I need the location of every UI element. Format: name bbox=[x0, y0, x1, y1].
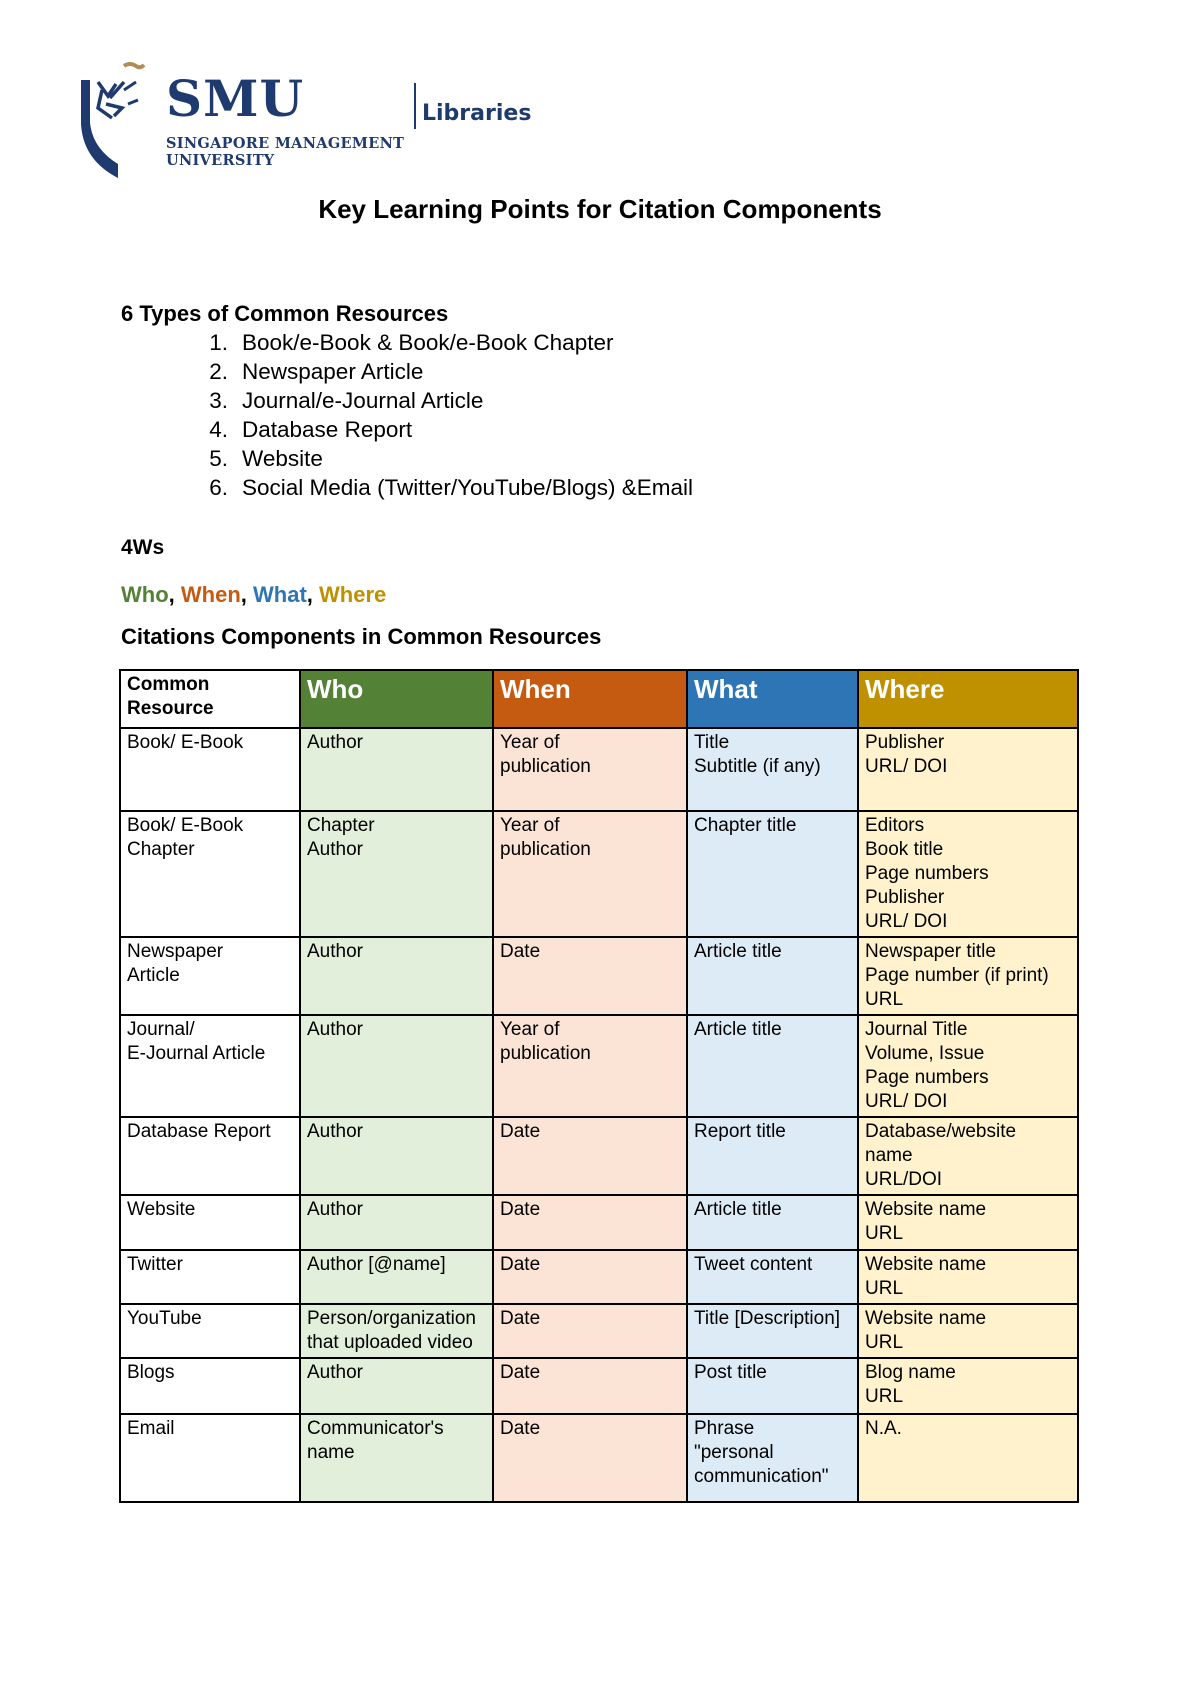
cell-who bbox=[300, 1195, 493, 1250]
table-body bbox=[120, 728, 1078, 1502]
cell-line: URL/ DOI bbox=[865, 911, 948, 932]
cell-where bbox=[858, 937, 1078, 1015]
cell-line: Blog name bbox=[865, 1362, 956, 1383]
cell-what bbox=[687, 1195, 858, 1250]
list-text: Website bbox=[242, 446, 323, 471]
cell-line: Author bbox=[307, 1019, 363, 1040]
fourws-who: Who bbox=[121, 582, 169, 607]
cell-line: URL/ DOI bbox=[865, 1091, 948, 1112]
cell-line: Title [Description] bbox=[694, 1308, 841, 1329]
cell-what bbox=[687, 937, 858, 1015]
table-row bbox=[120, 1250, 1078, 1304]
resource-type-item bbox=[192, 357, 693, 386]
list-text: Book/e-Book & Book/e-Book Chapter bbox=[242, 330, 614, 355]
cell-line: "personal bbox=[694, 1442, 774, 1463]
cell-resource bbox=[120, 1358, 300, 1414]
cell-line: N.A. bbox=[865, 1418, 902, 1439]
cell-line: Date bbox=[500, 1121, 541, 1142]
cell-line: Year of bbox=[500, 1019, 560, 1040]
cell-when bbox=[493, 937, 687, 1015]
table-row bbox=[120, 1117, 1078, 1195]
cell-who bbox=[300, 1304, 493, 1358]
cell-line: Publisher bbox=[865, 887, 945, 908]
cell-line: publication bbox=[500, 1043, 591, 1064]
table-row bbox=[120, 1358, 1078, 1414]
cell-line: Phrase bbox=[694, 1418, 755, 1439]
cell-line: Date bbox=[500, 1199, 541, 1220]
fourws-what: What bbox=[253, 582, 307, 607]
cell-line: Article title bbox=[694, 941, 782, 962]
cell-what bbox=[687, 1358, 858, 1414]
cell-line: Author bbox=[307, 941, 363, 962]
components-heading: Citations Components in Common Resources bbox=[121, 624, 602, 649]
cell-when bbox=[493, 1195, 687, 1250]
cell-line: Year of bbox=[500, 732, 560, 753]
cell-where bbox=[858, 1414, 1078, 1502]
cell-line: URL bbox=[865, 1332, 904, 1353]
cell-where bbox=[858, 1250, 1078, 1304]
cell-line: Year of bbox=[500, 815, 560, 836]
cell-line: Author bbox=[307, 1199, 363, 1220]
cell-line: Database Report bbox=[127, 1121, 271, 1142]
cell-line: URL/ DOI bbox=[865, 756, 948, 777]
cell-line: Newspaper title bbox=[865, 941, 996, 962]
cell-resource bbox=[120, 728, 300, 811]
fourws-sep: , bbox=[240, 582, 254, 607]
cell-where bbox=[858, 728, 1078, 811]
cell-where bbox=[858, 1358, 1078, 1414]
cell-line: Book/ E-Book bbox=[127, 815, 244, 836]
cell-line: Chapter title bbox=[694, 815, 797, 836]
list-number: 6. bbox=[209, 475, 228, 500]
cell-line: Website name bbox=[865, 1254, 987, 1275]
cell-line: URL/DOI bbox=[865, 1169, 943, 1190]
cell-what bbox=[687, 1304, 858, 1358]
list-number: 1. bbox=[209, 330, 228, 355]
table-header-row bbox=[120, 670, 1078, 728]
cell-line: Author bbox=[307, 1121, 363, 1142]
citation-components-table bbox=[119, 669, 1079, 1503]
cell-line: Page number (if print) bbox=[865, 965, 1049, 986]
university-line-1: SINGAPORE MANAGEMENT bbox=[166, 135, 405, 152]
cell-line: Twitter bbox=[127, 1254, 183, 1275]
cell-line: Book/ E-Book bbox=[127, 732, 244, 753]
list-number: 5. bbox=[209, 446, 228, 471]
cell-who bbox=[300, 1414, 493, 1502]
fourws-sep: , bbox=[306, 582, 320, 607]
fourws-when: When bbox=[180, 582, 241, 607]
university-line-2: UNIVERSITY bbox=[166, 152, 275, 169]
fourws-heading: 4Ws bbox=[121, 536, 165, 559]
cell-line: Database/website bbox=[865, 1121, 1017, 1142]
cell-resource bbox=[120, 811, 300, 937]
cell-what bbox=[687, 1117, 858, 1195]
cell-line: Title bbox=[694, 732, 730, 753]
cell-who bbox=[300, 1358, 493, 1414]
cell-line: Report title bbox=[694, 1121, 786, 1142]
cell-line: YouTube bbox=[127, 1308, 202, 1329]
cell-who bbox=[300, 1117, 493, 1195]
table-row bbox=[120, 811, 1078, 937]
cell-line: Author bbox=[307, 839, 363, 860]
cell-line: Blogs bbox=[127, 1362, 175, 1383]
cell-line: Date bbox=[500, 1254, 541, 1275]
cell-who bbox=[300, 811, 493, 937]
header-where: Where bbox=[858, 670, 1078, 728]
table-row bbox=[120, 728, 1078, 811]
list-text: Journal/e-Journal Article bbox=[242, 388, 484, 413]
cell-where bbox=[858, 811, 1078, 937]
page-title: Key Learning Points for Citation Components bbox=[318, 194, 882, 224]
cell-resource bbox=[120, 937, 300, 1015]
cell-line: Article title bbox=[694, 1199, 782, 1220]
cell-line: Chapter bbox=[307, 815, 375, 836]
list-number: 3. bbox=[209, 388, 228, 413]
list-text: Newspaper Article bbox=[242, 359, 424, 384]
cell-line: Article title bbox=[694, 1019, 782, 1040]
cell-line: Newspaper bbox=[127, 941, 224, 962]
table-row bbox=[120, 1414, 1078, 1502]
cell-who bbox=[300, 1250, 493, 1304]
cell-who bbox=[300, 1015, 493, 1117]
fourws-line bbox=[121, 582, 386, 608]
cell-line: Date bbox=[500, 1308, 541, 1329]
table-row bbox=[120, 1304, 1078, 1358]
cell-line: communication" bbox=[694, 1466, 829, 1487]
resource-types-heading: 6 Types of Common Resources bbox=[121, 301, 449, 326]
cell-line: E-Journal Article bbox=[127, 1043, 266, 1064]
cell-line: Page numbers bbox=[865, 863, 989, 884]
cell-line: Date bbox=[500, 1362, 541, 1383]
cell-line: Author bbox=[307, 732, 363, 753]
cell-what bbox=[687, 811, 858, 937]
cell-where bbox=[858, 1015, 1078, 1117]
cell-when bbox=[493, 1015, 687, 1117]
smu-crest-icon bbox=[78, 60, 158, 180]
cell-line: Post title bbox=[694, 1362, 767, 1383]
cell-resource bbox=[120, 1015, 300, 1117]
resource-type-item bbox=[192, 473, 693, 502]
cell-what bbox=[687, 1015, 858, 1117]
resource-type-item bbox=[192, 328, 693, 357]
list-text: Database Report bbox=[242, 417, 413, 442]
cell-line: that uploaded video bbox=[307, 1332, 473, 1353]
resource-type-item bbox=[192, 415, 693, 444]
cell-resource bbox=[120, 1195, 300, 1250]
header-who: Who bbox=[300, 670, 493, 728]
logo-divider bbox=[414, 83, 416, 129]
cell-line: Journal/ bbox=[127, 1019, 195, 1040]
libraries-wordmark: Libraries bbox=[422, 101, 532, 126]
cell-line: URL bbox=[865, 989, 904, 1010]
list-number: 4. bbox=[209, 417, 228, 442]
resource-type-item bbox=[192, 386, 693, 415]
table-row bbox=[120, 1195, 1078, 1250]
header-when: When bbox=[493, 670, 687, 728]
cell-who bbox=[300, 728, 493, 811]
cell-line: URL bbox=[865, 1223, 904, 1244]
cell-line: URL bbox=[865, 1278, 904, 1299]
cell-line: Subtitle (if any) bbox=[694, 756, 821, 777]
cell-line: name bbox=[307, 1442, 355, 1463]
cell-line: Date bbox=[500, 1418, 541, 1439]
cell-when bbox=[493, 1117, 687, 1195]
cell-line: Publisher bbox=[865, 732, 945, 753]
cell-line: Tweet content bbox=[694, 1254, 813, 1275]
cell-line: Volume, Issue bbox=[865, 1043, 985, 1064]
cell-what bbox=[687, 1250, 858, 1304]
cell-where bbox=[858, 1195, 1078, 1250]
cell-line: publication bbox=[500, 756, 591, 777]
smu-wordmark: SMU bbox=[166, 69, 305, 128]
cell-line: Email bbox=[127, 1418, 175, 1439]
cell-line: publication bbox=[500, 839, 591, 860]
cell-when bbox=[493, 811, 687, 937]
cell-line: Communicator's bbox=[307, 1418, 444, 1439]
cell-where bbox=[858, 1304, 1078, 1358]
fourws-where: Where bbox=[319, 582, 387, 607]
cell-resource bbox=[120, 1117, 300, 1195]
table-row bbox=[120, 1015, 1078, 1117]
cell-line: Page numbers bbox=[865, 1067, 989, 1088]
cell-line: URL bbox=[865, 1386, 904, 1407]
smu-libraries-logo bbox=[78, 60, 532, 185]
cell-when bbox=[493, 728, 687, 811]
cell-line: Journal Title bbox=[865, 1019, 968, 1040]
resource-type-item bbox=[192, 444, 693, 473]
cell-line: name bbox=[865, 1145, 913, 1166]
cell-line: Website name bbox=[865, 1199, 987, 1220]
table-row bbox=[120, 937, 1078, 1015]
resource-types-list bbox=[192, 328, 693, 502]
header-what: What bbox=[687, 670, 858, 728]
cell-line: Person/organization bbox=[307, 1308, 476, 1329]
cell-line: Author bbox=[307, 1362, 363, 1383]
cell-line: Article bbox=[127, 965, 180, 986]
cell-line: Date bbox=[500, 941, 541, 962]
cell-where bbox=[858, 1117, 1078, 1195]
cell-when bbox=[493, 1358, 687, 1414]
cell-when bbox=[493, 1414, 687, 1502]
cell-resource bbox=[120, 1414, 300, 1502]
cell-line: Website name bbox=[865, 1308, 987, 1329]
cell-what bbox=[687, 728, 858, 811]
cell-resource bbox=[120, 1304, 300, 1358]
cell-when bbox=[493, 1250, 687, 1304]
fourws-sep: , bbox=[168, 582, 181, 607]
cell-when bbox=[493, 1304, 687, 1358]
cell-line: Chapter bbox=[127, 839, 195, 860]
cell-line: Book title bbox=[865, 839, 944, 860]
list-number: 2. bbox=[209, 359, 228, 384]
cell-line: Author [@name] bbox=[307, 1254, 446, 1275]
cell-line: Editors bbox=[865, 815, 925, 836]
header-common-resource: Common Resource bbox=[120, 670, 300, 728]
cell-line: Website bbox=[127, 1199, 196, 1220]
cell-who bbox=[300, 937, 493, 1015]
university-name bbox=[166, 135, 404, 169]
list-text: Social Media (Twitter/YouTube/Blogs) &Email bbox=[242, 475, 694, 500]
cell-resource bbox=[120, 1250, 300, 1304]
cell-what bbox=[687, 1414, 858, 1502]
